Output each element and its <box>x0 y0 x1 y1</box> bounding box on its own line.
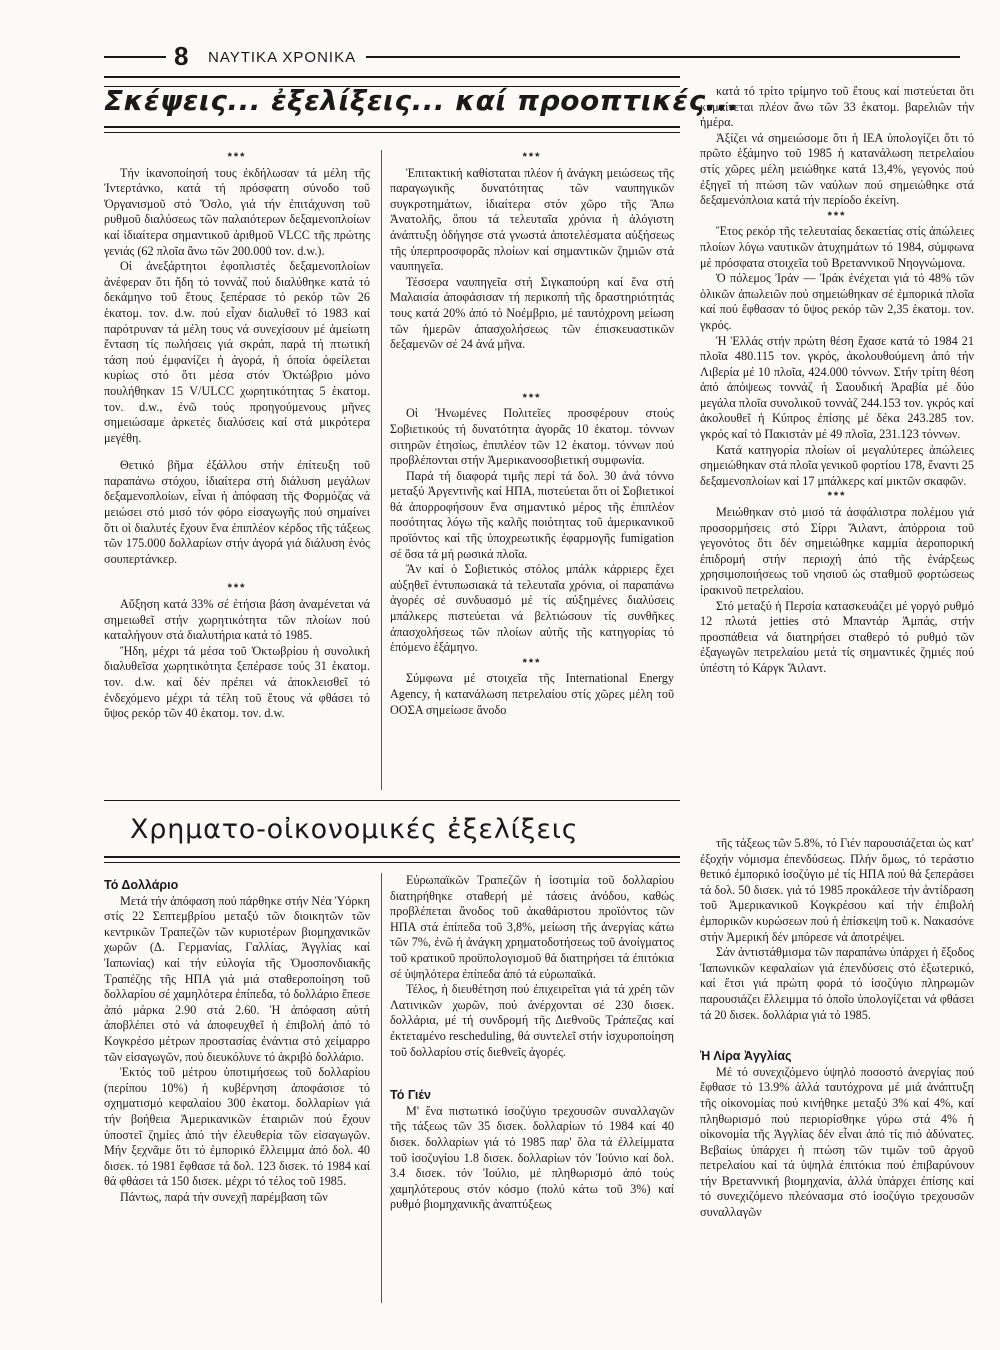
paragraph: Μετά τήν ἀπόφαση πού πάρθηκε στήν Νέα Ὑόρκη στίς 22 Σεπτεμβρίου μεταξύ τῶν διοικητῶν τῶν κεντρικῶν Τραπεζῶν τῶν κυριοτέρων βιομηχανικῶν χωρῶν (Δ. Γερμανίας, Γαλλίας, Ἀγγλίας καί Ἰαπωνίας) καί τήν εὐλογία τῆς Ὁμοσπονδιακῆς Τραπέζης τῆς ΗΠΑ γιά μιά σταθεροποίηση τοῦ δολλαρίου σέ χαμηλότερα ἐπίπεδα, τό δολλάριο ἔπεσε ἀπό μάρκα 2.90 στά 2.60. Ἡ ἀπόφαση αὐτή ἀποβλέπει στό νά ἀποφευχθεῖ ἡ ἐπιβολή ἀπό τό Κογκρέσο μέτρων προστασίας ἐνάντια στό χείμαρρο τῶν εἰσαγωγῶν, πού διευκόλυνε τό ἀκριβό δολλάριο. <box>104 893 370 1064</box>
paragraph: Ἐκτός τοῦ μέτρου ὑποτιμήσεως τοῦ δολλαρίου (περίπου 10%) ἡ κυβέρνηση ἀποφάσισε τό σχηματισμό κεφαλαίου 300 ἑκατομ. δολλαρίων γιά τήν βοήθεια Ἀμερικανικῶν ἑταιριῶν πού ἔχουν ὑποστεῖ ζημίες ἀπό τήν ἐλευθερία τῶν εἰσαγωγῶν. Μήν ξεχνᾶμε ὅτι τό ἐμπορικό ἔλλειμμα ἀπό δολ. 40 δισεκ. τό 1981 ἔφθασε τά δολ. 123 δισεκ. τό 1984 καί θά φθάσει τά 150 δισεκ. μέχρι τό τέλος τοῦ 1985. <box>104 1065 370 1189</box>
section2-title-box <box>104 806 680 866</box>
paragraph: Κατά κατηγορία πλοίων οἱ μεγαλύτερες ἀπώλειες σημειώθηκαν στά πλοῖα γενικοῦ φορτίου 178, ἔναντι 25 δεξαμενοπλοίων καί 17 μπάλκερς καί μικτῶν σκαφῶν. <box>700 442 974 488</box>
separator-stars: *** <box>522 151 542 163</box>
separator-stars: *** <box>522 656 542 669</box>
paragraph: Ἤδη, μέχρι τά μέσα τοῦ Ὀκτωβρίου ἡ συνολική διαλυθεῖσα χωρητικότητα ξεπέρασε τούς 31 ἑκατομ. τον. d.w. καί δέν πρέπει νά ἀποκλεισθεῖ τό ἐνδεχόμενο μέχρι τά τέλη τοῦ ἔτους νά φθάσει τό ὕψος ρεκόρ τῶν 40 ἑκατομ. τον. d.w. <box>104 643 370 721</box>
paragraph: Παρά τή διαφορά τιμῆς περί τά δολ. 30 ἀνά τόννο μεταξύ Ἀργεντινῆς καί ΗΠΑ, πιστεύεται ὅτι οἱ Σοβιετικοί θά ἀπορροφήσουν ἕνα σημαντικό μέρος τῆς ἐπιπλέον ποσότητας λόγω τῆς καλῆς ποιότητας τοῦ ἀμερικανικοῦ προϊόντος καί τῆς ὑποχρεωτικῆς ἐφαρμογῆς fumigation σέ ὅσα τά μή ρωσικά πλοῖα. <box>390 468 674 561</box>
section2-column-2 <box>390 873 674 1213</box>
paragraph: Μ' ἕνα πιστωτικό ἰσοζύγιο τρεχουσῶν συναλλαγῶν τῆς τάξεως τῶν 35 δισεκ. δολλαρίων τό 1984 καί 40 δισεκ. δολλαρίων γιά τό 1985 παρ' ὅλα τά ἐλλείμματα τοῦ ἰσοζυγίου 1.8 δισεκ. δολλαρίων τόν Ἰούνιο καί δολ. 3.4 δισεκ. τόν Ἰούλιο, μέ πληθωρισμό ἀπό τούς χαμηλότερους στόν κόσμο (πολύ κάτω τοῦ 3%) καί ρυθμό βιομηχανικῆς ἀναπτύξεως <box>390 1103 674 1212</box>
paragraph: Ἔτος ρεκόρ τῆς τελευταίας δεκαετίας στίς ἀπώλειες πλοίων λόγω ναυτικῶν ἀτυχημάτων τό 1984, σύμφωνα μέ πρόσφατα στοιχεῖα τοῦ Βρεταννικοῦ Νηογνώμονα. <box>700 224 974 270</box>
section2-column-1 <box>104 878 370 1205</box>
section-divider <box>104 800 680 801</box>
paragraph: Οἱ ἀνεξάρτητοι ἐφοπλιστές δεξαμενοπλοίων ἀνέφεραν ὅτι ἤδη τό τοννάζ πού διαλύθηκε κατά τό δεκάμηνο τοῦ ἔτους ξεπέρασε τό ρεκόρ τῶν 26 ἑκατομ. τον. d.w. πού εἶχαν διαλυθεῖ τό 1983 καί παρότρυναν τά μέλη τους νά συνεχίσουν μέ ἀμείωτη ἔνταση τίς πωλήσεις γιά σκράπ, παρά τή πτωτική τάση πού ἐμφανίζει ἡ ἀγορά, ἡ ὁποία ὀφείλεται κυρίως στό ὅτι μέσα στόν Ὀκτώβριο μόνο πουλήθηκαν 15 V/ULCC χωρητικότητας 5 ἑκατομ. τον. d.w., ἐνῶ τούς προηγούμενους μῆνες σημειώσαμε ἀρκετές διαλύσεις καί στά μικρότερα μεγέθη. <box>104 259 370 445</box>
subheading-dollar: Τό Δολλάριο <box>104 878 179 892</box>
separator-stars: *** <box>227 151 247 163</box>
paragraph: Ἄν καί ὁ Σοβιετικός στόλος μπάλκ κάρριερς ἔχει αὐξηθεῖ ἐντυπωσιακά τά τελευταῖα χρόνια, οἱ παραπάνω ἀγορές σέ συνδυασμό μέ τίς αὐξημένες διαλύσεις μπάλκερς πιστεύεται νά βελτιώσουν τίς συνθῆκες ἀπασχολήσεως τῶν πλοίων αὐτῆς τῆς κατηγορίας τό ἑπόμενο ἑξάμηνο. <box>390 562 674 655</box>
separator-stars: *** <box>522 391 542 404</box>
paragraph: Οἱ Ἡνωμένες Πολιτεῖες προσφέρουν στούς Σοβιετικούς τή δυνατότητα ἀγορᾶς 10 ἑκατομ. τόννων σιτηρῶν ἐτησίως, ἐπιπλέον τῶν 12 ἑκατομ. τόννων πού προβλέπονται στήν Ἀμερικανοσοβιετική συμφωνία. <box>390 406 674 468</box>
header-rule-left <box>104 56 166 58</box>
paragraph: Θετικό βῆμα ἐξάλλου στήν ἐπίτευξη τοῦ παραπάνω στόχου, ἰδιαίτερα στή διάλυση μεγάλων δεξαμενοπλοίων, εἶναι ἡ ἀπόφαση τῆς Φορμόζας νά μειώσει στό μισό τόν φόρο εἰσαγωγῆς πού σημαίνει ὅτι οἱ διαλυτές ἔχουν ἕνα ἐπιπλέον κέρδος τῆς τάξεως τῶν 175.000 δολλαρίων στήν ἀγορά γιά διάλυση ἑνός σουπερτάνκερ. <box>104 458 370 566</box>
separator-stars: *** <box>827 209 847 222</box>
header-rule-right <box>366 56 960 58</box>
section1-title-box <box>104 70 740 130</box>
section2-title-rule <box>104 856 680 863</box>
paragraph: Ἐπιτακτική καθίσταται πλέον ἡ ἀνάγκη μειώσεως τῆς παραγωγικῆς δυνατότητας τῶν ναυπηγικῶν συγκροτημάτων, ἰδιαίτερα στόν χῶρο τῆς Ἄπω Ἀνατολῆς, ὅπου τά τελευταῖα χρόνια ἡ ἀλόγιστη ἀνάπτυξη ὁδήγησε στά γνωστά ἀποτελέσματα αὐξήσεως τῆς ὑπερπροσφορᾶς πλοίων καί σημαντικῶν ζημιῶν στά ναυπηγεῖα. <box>390 165 674 274</box>
section2-column-3 <box>700 836 974 1221</box>
paragraph: Εὐρωπαϊκῶν Τραπεζῶν ἡ ἰσοτιμία τοῦ δολλαρίου διατηρήθηκε σταθερή μέ τάσεις ἀνόδου, καθώς προβλέπεται ἄνοδος τοῦ ἀκαθάριστου προϊόντος τῶν ΗΠΑ στά ἐπίπεδα τοῦ 3,8%, μείωση τῆς ἀνεργίας κάτω τῶν 7%, ἐνῶ ἡ ἀνάγκη χρηματοδοτήσεως τοῦ ἀνοίγματος τοῦ κρατικοῦ προϋπολογισμοῦ θά διατηρήσει τά ἐπιτόκια σέ ὑψηλότερα ἐπίπεδα ἀπό τά εὐρωπαϊκά. <box>390 873 674 981</box>
paragraph: Μειώθηκαν στό μισό τά ἀσφάλιστρα πολέμου γιά προσορμήσεις στό Σίρρι Ἄιλαντ, ἀπόρροια τοῦ γεγονότος ὅτι δέν σημειώθηκε καμμία ἀεροπορική ἐπιδρομή στήν περιοχή ἀπό τῆς ἐνάρξεως χρησιμοποιήσεως τοῦ νησιοῦ ὡς σταθμοῦ φορτώσεως ἰρακινοῦ πετρελαίου. <box>700 505 974 597</box>
paragraph: Ὁ πόλεμος Ἰράν — Ἰράκ ἐνέχεται γιά τό 48% τῶν ὁλικῶν ἀπωλειῶν πού σημειώθηκαν σέ ἐμπορικά πλοῖα καί πού ἔφθασαν τό ὕψος ρεκόρ τῶν 2,35 ἑκατομ. τον. γκρός. <box>700 271 974 332</box>
paragraph: Τέλος, ἡ διευθέτηση πού ἐπιχειρεῖται γιά τά χρέη τῶν Λατινικῶν χωρῶν, πού ἀνέρχονται σέ 230 δισεκ. δολλάρια, μέ τή συνδρομή τῆς Διεθνοῦς Τράπεζας καί ἐκτεταμένο rescheduling, θά συντελεῖ στήν ἰσχυροποίηση τοῦ δολλαρίου στίς διεθνεῖς ἀγορές. <box>390 982 674 1059</box>
paragraph: Αὔξηση κατά 33% σέ ἐτήσια βάση ἀναμένεται νά σημειωθεῖ στήν χωρητικότητα τῶν πλοίων πού καταλήγουν στά διαλυτήρια κατά τό 1985. <box>104 597 370 643</box>
paragraph: Μέ τό συνεχιζόμενο ὑψηλό ποσοστό ἀνεργίας πού ἔφθασε τό 13.9% ἀλλά ταυτόχρονα μέ μιά ἀνάπτυξη τῆς οἰκονομίας πού κινήθηκε μεταξύ 3% καί 4%, καί πληθωρισμό πού περιορίσθηκε γύρω στά 4% ἡ οἰκονομία τῆς Ἀγγλίας δέν εἶναι ἀπό τίς πιό ἀδύνατες. Βεβαίως ὑπάρχει ἡ πτώση τῶν τιμῶν τοῦ ἀργοῦ πετρελαίου καί τά ὑψηλά ἐπιτόκια πού ἐπιβαρύνουν τήν Βρεταννική βιομηχανία, ἀλλά ὑπάρχει ἐπίσης καί τό συνεχιζόμενο πλεόνασμα στό ἰσοζύγιο τρεχουσῶν συναλλαγῶν <box>700 1064 974 1220</box>
subheading-yen: Τό Γιέν <box>390 1088 431 1103</box>
publication-name: ΝΑΥΤΙΚΑ ΧΡΟΝΙΚΑ <box>208 49 357 66</box>
column-divider <box>381 873 382 1303</box>
separator-stars: *** <box>827 490 847 503</box>
subheading-pound: Ἡ Λίρα Ἀγγλίας <box>700 1049 792 1064</box>
paragraph: τῆς τάξεως τῶν 5.8%, τό Γιέν παρουσιάζεται ὡς κατ' ἐξοχήν νόμισμα ἐπενδύσεως. Πλήν ὅμως, τό τεράστιο θετικό ἐμπορικό ἰσοζύγιο μέ τίς ΗΠΑ πού θά ξεπεράσει τά δολ. 50 δισεκ. γιά τό 1985 προκάλεσε τήν ἀντίδραση τοῦ Ἀμερικανικοῦ Κογκρέσου καί τήν ἐπιβολή ἐμπορικῶν κυρώσεων πού ἡ ἐπίσκεψη τοῦ κ. Νακασόνε στήν Ἀμερική δέν μπόρεσε νά ἀποτρέψει. <box>700 836 974 944</box>
page-number: 8 <box>174 41 189 71</box>
paragraph: κατά τό τρίτο τρίμηνο τοῦ ἔτους καί πιστεύεται ὅτι κυμαίνεται πλέον ἄνω τῶν 33 ἑκατομ. βαρελιῶν τήν ἡμέρα. <box>700 84 974 130</box>
column-divider <box>381 150 382 790</box>
paragraph: Πάντως, παρά τήν συνεχῆ παρέμβαση τῶν <box>120 1189 328 1204</box>
paragraph: Σάν ἀντιστάθμισμα τῶν παραπάνω ὑπάρχει ἡ ἔξοδος Ἰαπωνικῶν κεφαλαίων γιά ἐπενδύσεις στό ἐξωτερικό, καί ἔτσι γιά πρώτη φορά τό ἰσοζύγιο πληρωμῶν παρουσιάζει ἔλλειμμα τό ὁποῖο ὑπολογίζεται νά φθάσει τά 20 δισεκ. δολλάρια γιά τό 1985. <box>700 945 974 1022</box>
paragraph: Ἡ Ἑλλάς στήν πρώτη θέση ἔχασε κατά τό 1984 21 πλοῖα 480.115 τον. γκρός, ἀκολουθούμενη ἀπό τήν Λιβερία μέ 10 πλοῖα, 424.000 τόννων. Στήν τρίτη θέση ἀπό ἀπόψεως τοννάζ ἡ Σαουδική Ἀραβία μέ δύο μεγάλα πλοῖα συνολικοῦ τοννάζ 244.153 τον. γκρός καί ἀκολουθεῖ ἡ Κύπρος ἐπίσης μέ δέκα 243.285 τον. γκρός καί τό Πακιστάν μέ 49 πλοῖα, 231.123 τόννων. <box>700 333 974 442</box>
section2-title: Χρηματο-οἰκονομικές ἐξελίξεις <box>130 814 579 845</box>
paragraph: Ἀξίζει νά σημειώσομε ὅτι ἡ ΙΕΑ ὑπολογίζει ὅτι τό πρῶτο ἑξάμηνο τοῦ 1985 ἡ κατανάλωση πετρελαίου στίς χῶρες μέλη μειώθηκε κατά 13,4%, γεγονός πού ἐξηγεῖ τή πτώση τῶν ναύλων πού σημειώθηκε στά δεξαμενόπλοια κατά τήν περίοδο ἐκείνη. <box>700 130 974 208</box>
paragraph: Στό μεταξύ ἡ Περσία κατασκευάζει μέ γοργό ρυθμό 12 πλωτά jetties στό Μπαντάρ Ἀμπάς, στήν προσπάθεια νά διατηρήσει σταθερό τό ρυθμό τῶν ἐξαγωγῶν πετρελαίου μετά τίς σημαντικές ζημιές πού ὑπέστη τό Κάργκ Ἄιλαντ. <box>700 598 974 675</box>
separator-stars: *** <box>227 582 247 595</box>
section1-column-3 <box>700 84 974 677</box>
paragraph: Τέσσερα ναυπηγεῖα στή Σιγκαπούρη καί ἕνα στή Μαλαισία ἀποφάσισαν τή περικοπή τῆς δραστηριότητάς τους κατά 20% ἀπό τό Νοέμβριο, μέ ταυτόχρονη μείωση τῶν ἡμερῶν ἀπασχολήσεως τῶν ἐπισκευαστικῶν δεξαμενῶν σέ 24 ἀνά μῆνα. <box>390 274 674 352</box>
section1-title: Σκέψεις... ἐξελίξεις... καί προοπτικές... <box>104 84 740 117</box>
title-rules-bottom <box>104 126 680 133</box>
section1-column-2 <box>390 150 674 718</box>
paragraph: Σύμφωνα μέ στοιχεῖα τῆς International Energy Agency, ἡ κατανάλωση πετρελαίου στίς χῶρες μέλη τοῦ ΟΟΣΑ σημείωσε ἄνοδο <box>390 671 674 717</box>
paragraph: Τήν ἱκανοποίησή τους ἐκδήλωσαν τά μέλη τῆς Ἰντερτάνκο, κατά τή πρόσφατη σύνοδο τοῦ Ὀργανισμοῦ στό Ὄσλο, γιά τήν ἐπιτάχυνση τοῦ ρυθμοῦ διαλύσεως τῶν παλαιότερων δεξαμενοπλοίων καί ἰδιαίτερα σημαντικοῦ ἀριθμοῦ VLCC τῆς πρώτης γενιάς (62 πλοῖα ἄνω τῶν 200.000 τον. d.w.). <box>104 165 370 258</box>
section1-column-1 <box>104 150 370 722</box>
